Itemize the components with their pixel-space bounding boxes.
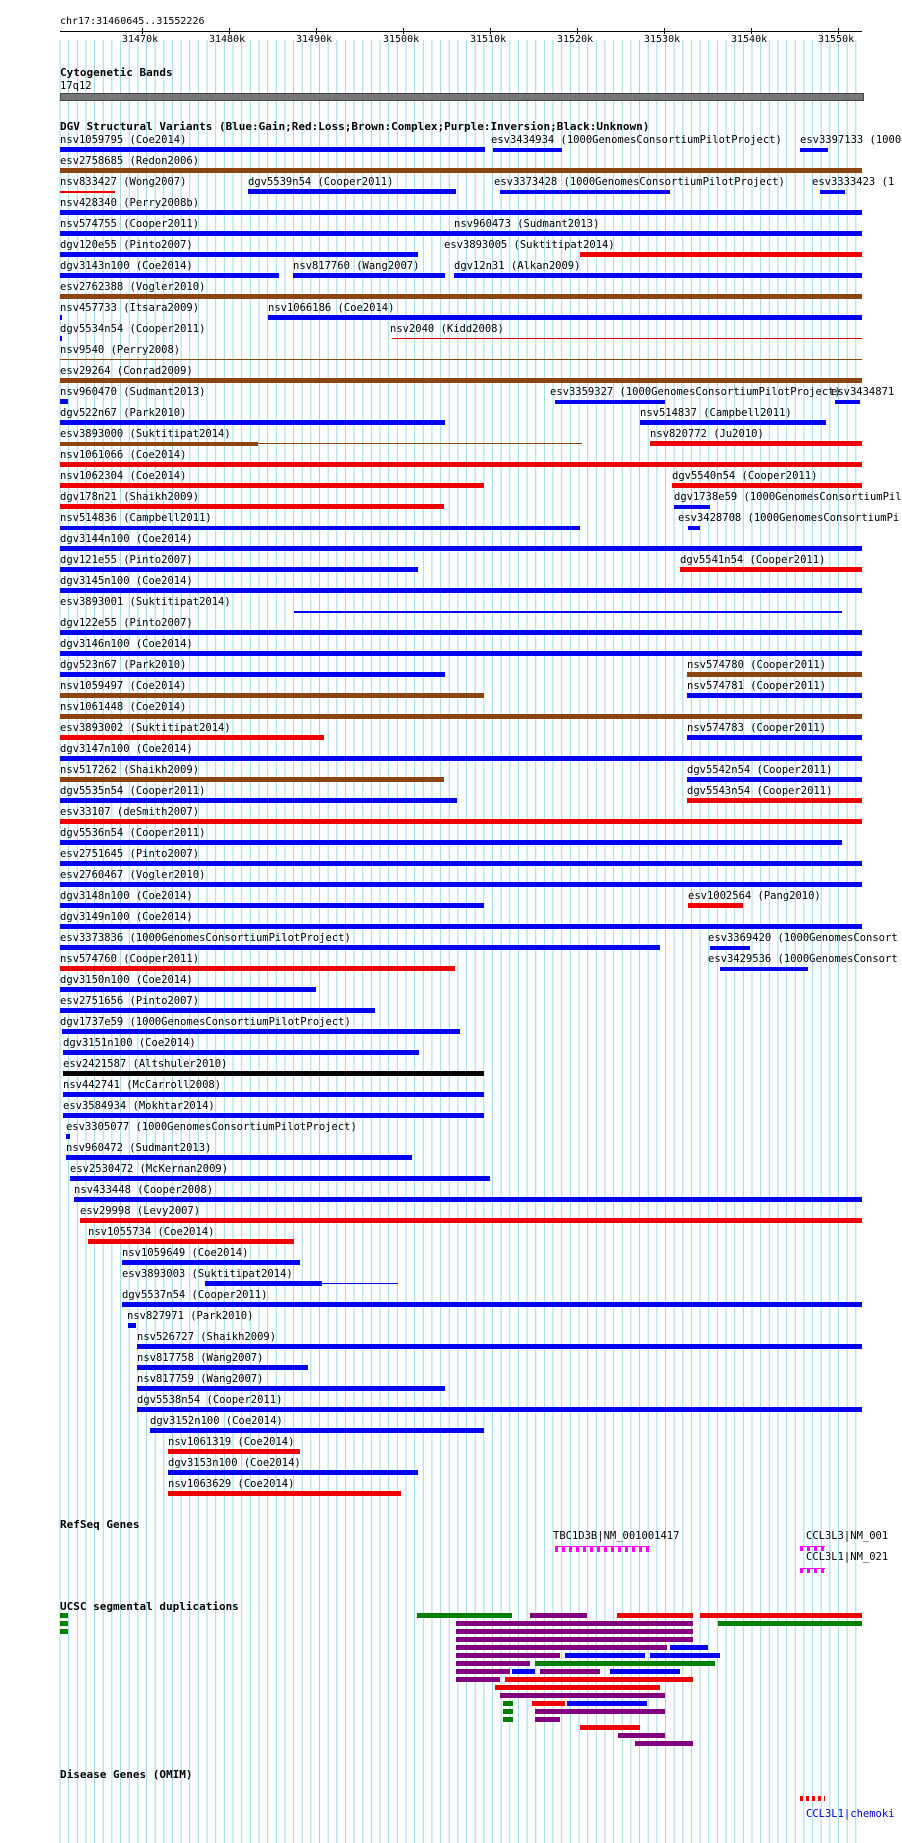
omim-label[interactable]: CCL3L1|chemoki [806,1808,895,1820]
variant-bar[interactable] [137,1344,862,1349]
variant-label[interactable]: nsv574783 (Cooper2011) [687,722,827,734]
variant-label[interactable]: nsv574780 (Cooper2011) [687,659,827,671]
variant-bar[interactable] [60,420,445,425]
variant-bar[interactable] [60,168,862,173]
variant-label[interactable]: esv3428708 (1000GenomesConsortiumPi [678,512,900,524]
variant-label[interactable]: esv29998 (Levy2007) [80,1205,201,1217]
variant-bar[interactable] [66,1155,412,1160]
segdup-block[interactable] [512,1669,535,1674]
variant-bar[interactable] [60,987,316,992]
variant-label[interactable]: dgv3146n100 (Coe2014) [60,638,193,650]
variant-bar[interactable] [60,924,862,929]
variant-range-line [258,443,582,444]
variant-label[interactable]: esv3333423 (1 [812,176,895,188]
segdup-block[interactable] [535,1709,665,1714]
variant-label[interactable]: nsv1063629 (Coe2014) [168,1478,295,1490]
ruler-tick-mark [838,28,839,34]
segdup-block[interactable] [60,1613,68,1618]
segdup-block[interactable] [456,1653,560,1658]
ruler-tick-mark [229,28,230,34]
variant-bar[interactable] [60,840,842,845]
variant-bar[interactable] [60,735,324,740]
omim-gene-model[interactable] [800,1796,825,1801]
variant-bar[interactable] [650,441,862,446]
segdup-block[interactable] [495,1685,660,1690]
variant-label[interactable]: nsv428340 (Perry2008b) [60,197,200,209]
track-title-cytoband: Cytogenetic Bands [60,66,173,79]
variant-label[interactable]: esv3359327 (1000GenomesConsortiumPilotProject) [550,386,841,398]
variant-label[interactable]: dgv3144n100 (Coe2014) [60,533,193,545]
variant-bar[interactable] [60,567,418,572]
variant-bar[interactable] [122,1260,300,1265]
variant-label[interactable]: nsv574760 (Cooper2011) [60,953,200,965]
variant-bar[interactable] [137,1365,308,1370]
ruler-tick-label: 31530k [644,34,681,45]
variant-bar[interactable] [60,462,862,467]
variant-bar[interactable] [60,714,862,719]
ruler-tick-mark [403,28,404,34]
variant-label[interactable]: dgv5537n54 (Cooper2011) [122,1289,268,1301]
variant-label[interactable]: esv3369420 (1000GenomesConsort [708,932,898,944]
gene-label[interactable]: TBC1D3B|NM_001001417 [553,1530,680,1542]
segdup-block[interactable] [456,1645,667,1650]
variant-bar[interactable] [268,315,862,320]
variant-bar[interactable] [60,945,660,950]
segdup-block[interactable] [635,1741,693,1746]
segdup-block[interactable] [580,1725,640,1730]
variant-label[interactable]: nsv960470 (Sudmant2013) [60,386,206,398]
segdup-block[interactable] [565,1653,645,1658]
ruler-tick-label: 31480k [209,34,246,45]
segdup-block[interactable] [617,1613,693,1618]
variant-bar[interactable] [60,651,862,656]
variant-bar[interactable] [60,819,862,824]
variant-bar[interactable] [60,378,862,383]
cytoband-label: 17q12 [60,80,92,92]
variant-label[interactable]: nsv442741 (McCarroll2008) [63,1079,222,1091]
variant-label[interactable]: esv3893002 (Suktitipat2014) [60,722,231,734]
track-title-segdup: UCSC segmental duplications [60,1600,239,1613]
variant-label[interactable]: nsv1059795 (Coe2014) [60,134,187,146]
variant-bar[interactable] [60,630,862,635]
variant-bar[interactable] [60,966,455,971]
variant-label[interactable]: esv3397133 (1000 [800,134,902,146]
variant-range-line [300,1283,398,1284]
variant-bar[interactable] [168,1491,401,1496]
ruler-tick-mark [490,28,491,34]
variant-label[interactable]: esv2751656 (Pinto2007) [60,995,200,1007]
variant-label[interactable]: dgv522n67 (Park2010) [60,407,187,419]
segdup-block[interactable] [535,1717,560,1722]
gene-model[interactable] [800,1546,825,1551]
variant-label[interactable]: nsv960473 (Sudmant2013) [454,218,600,230]
variant-label[interactable]: dgv122e55 (Pinto2007) [60,617,193,629]
variant-bar[interactable] [493,148,562,152]
segdup-block[interactable] [700,1613,862,1618]
variant-label[interactable]: dgv5540n54 (Cooper2011) [672,470,818,482]
variant-label[interactable]: esv3893001 (Suktitipat2014) [60,596,231,608]
ruler-tick-mark [751,28,752,34]
variant-bar[interactable] [454,273,862,278]
variant-bar[interactable] [74,1197,862,1202]
variant-label[interactable]: dgv3153n100 (Coe2014) [168,1457,301,1469]
ruler-tick-mark [142,28,143,34]
variant-bar[interactable] [60,861,862,866]
variant-label[interactable]: dgv523n67 (Park2010) [60,659,187,671]
variant-label[interactable]: esv3429536 (1000GenomesConsort [708,953,898,965]
segdup-block[interactable] [60,1629,68,1634]
gene-model[interactable] [800,1568,825,1573]
segdup-block[interactable] [60,1621,68,1626]
variant-bar[interactable] [60,756,862,761]
variant-bar[interactable] [800,148,828,152]
variant-label[interactable]: nsv833427 (Wong2007) [60,176,187,188]
variant-label[interactable]: dgv1737e59 (1000GenomesConsortiumPilotProject) [60,1016,351,1028]
variant-label[interactable]: nsv574781 (Cooper2011) [687,680,827,692]
segdup-block[interactable] [567,1701,647,1706]
variant-label[interactable]: nsv517262 (Shaikh2009) [60,764,200,776]
cytoband-bar[interactable] [60,93,864,101]
variant-bar[interactable] [137,1407,862,1412]
segdup-block[interactable] [670,1645,708,1650]
variant-bar[interactable] [60,1008,375,1013]
variant-label[interactable]: esv3893005 (Suktitipat2014) [444,239,615,251]
variant-bar[interactable] [687,672,862,677]
variant-label[interactable]: esv3373428 (1000GenomesConsortiumPilotProject) [494,176,785,188]
variant-bar[interactable] [70,1176,490,1181]
variant-label[interactable]: esv2530472 (McKernan2009) [70,1163,229,1175]
segdup-block[interactable] [610,1669,680,1674]
variant-label[interactable]: esv2758685 (Redon2006) [60,155,200,167]
variant-label[interactable]: dgv5541n54 (Cooper2011) [680,554,826,566]
variant-bar[interactable] [60,273,279,278]
variant-bar[interactable] [60,693,484,698]
variant-bar[interactable] [168,1449,300,1454]
segdup-block[interactable] [456,1621,693,1626]
variant-label[interactable]: nsv1055734 (Coe2014) [88,1226,215,1238]
variant-bar[interactable] [60,336,62,341]
segdup-block[interactable] [718,1621,862,1626]
variant-bar[interactable] [60,672,445,677]
ruler-tick-label: 31470k [122,34,159,45]
variant-bar[interactable] [88,1239,294,1244]
variant-label[interactable]: nsv1059649 (Coe2014) [122,1247,249,1259]
variant-label[interactable]: nsv574755 (Cooper2011) [60,218,200,230]
variant-bar[interactable] [150,1428,484,1433]
variant-bar[interactable] [60,798,457,803]
variant-label[interactable]: esv1002564 (Pang2010) [688,890,821,902]
variant-bar[interactable] [294,611,842,613]
variant-bar[interactable] [688,903,743,908]
variant-label[interactable]: esv2751645 (Pinto2007) [60,848,200,860]
segdup-block[interactable] [456,1629,693,1634]
variant-bar[interactable] [680,567,862,572]
segdup-block[interactable] [535,1661,715,1666]
variant-label[interactable]: dgv5543n54 (Cooper2011) [687,785,833,797]
variant-label[interactable]: nsv1066186 (Coe2014) [268,302,395,314]
variant-label[interactable]: nsv817759 (Wang2007) [137,1373,264,1385]
variant-bar[interactable] [835,400,860,404]
variant-label[interactable]: dgv5534n54 (Cooper2011) [60,323,206,335]
variant-label[interactable]: esv2421587 (Altshuler2010) [63,1058,228,1070]
variant-label[interactable]: nsv526727 (Shaikh2009) [137,1331,277,1343]
variant-bar[interactable] [392,338,862,339]
variant-bar[interactable] [60,588,862,593]
segdup-block[interactable] [650,1653,720,1658]
variant-bar[interactable] [62,1029,460,1034]
variant-label[interactable]: nsv433448 (Cooper2008) [74,1184,214,1196]
variant-bar[interactable] [820,190,845,194]
variant-bar[interactable] [60,252,418,257]
segdup-block[interactable] [456,1669,510,1674]
locus-label: chr17:31460645..31552226 [60,16,205,27]
segdup-block[interactable] [540,1669,600,1674]
variant-label[interactable]: dgv5542n54 (Cooper2011) [687,764,833,776]
variant-bar[interactable] [60,526,580,530]
ruler-tick-mark [664,28,665,34]
variant-label[interactable]: dgv3149n100 (Coe2014) [60,911,193,923]
gene-label[interactable]: CCL3L3|NM_001 [806,1530,889,1542]
segdup-block[interactable] [530,1613,587,1618]
variant-bar[interactable] [60,442,258,446]
variant-bar[interactable] [63,1113,484,1118]
variant-label[interactable]: dgv3147n100 (Coe2014) [60,743,193,755]
track-title-refseq: RefSeq Genes [60,1518,140,1531]
ruler-tick-label: 31550k [818,34,855,45]
variant-bar[interactable] [687,798,862,803]
variant-label[interactable]: nsv514836 (Campbell2011) [60,512,212,524]
segdup-block[interactable] [500,1693,665,1698]
variant-label[interactable]: nsv960472 (Sudmant2013) [66,1142,212,1154]
variant-label[interactable]: dgv3152n100 (Coe2014) [150,1415,283,1427]
segdup-block[interactable] [503,1717,513,1722]
gene-label[interactable]: CCL3L1|NM_021 [806,1551,889,1563]
track-title-omim: Disease Genes (OMIM) [60,1768,193,1781]
variant-label[interactable]: esv33107 (deSmith2007) [60,806,200,818]
segdup-block[interactable] [505,1677,693,1682]
variant-label[interactable]: dgv5536n54 (Cooper2011) [60,827,206,839]
variant-label[interactable]: esv2760467 (Vogler2010) [60,869,206,881]
variant-label[interactable]: dgv3151n100 (Coe2014) [63,1037,196,1049]
variant-label[interactable]: dgv120e55 (Pinto2007) [60,239,193,251]
variant-bar[interactable] [60,294,862,299]
track-title-dgv: DGV Structural Variants (Blue:Gain;Red:Loss;Brown:Complex;Purple:Inversion;Black:Unknown) [60,120,650,133]
variant-label[interactable]: dgv178n21 (Shaikh2009) [60,491,200,503]
segdup-block[interactable] [456,1637,693,1642]
variant-label[interactable]: dgv1738e59 (1000GenomesConsortiumPil [674,491,902,503]
variant-bar[interactable] [60,903,484,908]
variant-bar[interactable] [137,1386,445,1391]
variant-label[interactable]: dgv121e55 (Pinto2007) [60,554,193,566]
variant-bar[interactable] [60,147,485,152]
segdup-block[interactable] [456,1661,530,1666]
variant-bar[interactable] [66,1134,70,1139]
segdup-block[interactable] [503,1709,513,1714]
ruler-tick-label: 31500k [383,34,420,45]
variant-label[interactable]: esv3584934 (Mokhtar2014) [63,1100,215,1112]
variant-bar[interactable] [168,1470,418,1475]
variant-label[interactable]: nsv820772 (Ju2010) [650,428,764,440]
variant-label[interactable]: dgv3145n100 (Coe2014) [60,575,193,587]
variant-label[interactable]: dgv3148n100 (Coe2014) [60,890,193,902]
variant-bar[interactable] [60,399,68,404]
variant-bar[interactable] [687,693,862,698]
ruler-tick-mark [316,28,317,34]
variant-bar[interactable] [555,400,665,404]
gene-model[interactable] [555,1546,650,1552]
variant-label[interactable]: nsv1059497 (Coe2014) [60,680,187,692]
variant-label[interactable]: nsv9540 (Perry2008) [60,344,181,356]
variant-bar[interactable] [248,189,456,194]
variant-bar[interactable] [60,315,62,320]
variant-label[interactable]: nsv2040 (Kidd2008) [390,323,504,335]
variant-bar[interactable] [63,1071,484,1076]
variant-bar[interactable] [60,546,862,551]
ruler-line [60,31,862,32]
variant-bar[interactable] [60,504,444,509]
variant-label[interactable]: esv3373836 (1000GenomesConsortiumPilotProject) [60,932,351,944]
variant-bar[interactable] [672,483,862,488]
variant-label[interactable]: nsv1061319 (Coe2014) [168,1436,295,1448]
variant-bar[interactable] [63,1050,419,1055]
variant-label[interactable]: nsv514837 (Campbell2011) [640,407,792,419]
variant-label[interactable]: esv2762388 (Vogler2010) [60,281,206,293]
variant-bar[interactable] [688,526,700,530]
ruler-tick-label: 31490k [296,34,333,45]
variant-bar[interactable] [674,505,710,509]
variant-bar[interactable] [60,882,862,887]
segdup-block[interactable] [503,1701,513,1706]
variant-label[interactable]: esv3434871 [831,386,895,398]
variant-bar[interactable] [60,483,484,488]
variant-bar[interactable] [63,1092,484,1097]
variant-bar[interactable] [128,1323,136,1328]
variant-bar[interactable] [60,777,444,782]
variant-label[interactable]: nsv1061448 (Coe2014) [60,701,187,713]
variant-label[interactable]: esv29264 (Conrad2009) [60,365,193,377]
variant-bar[interactable] [500,190,670,194]
variant-label[interactable]: esv3893003 (Suktitipat2014) [122,1268,293,1280]
ruler-tick-mark [577,28,578,34]
segdup-block[interactable] [532,1701,565,1706]
variant-label[interactable]: dgv5535n54 (Cooper2011) [60,785,206,797]
variant-bar[interactable] [80,1218,862,1223]
segdup-block[interactable] [456,1677,500,1682]
variant-bar[interactable] [720,967,808,971]
variant-bar[interactable] [60,210,862,215]
variant-bar[interactable] [687,777,862,782]
variant-bar[interactable] [60,359,862,360]
variant-label[interactable]: esv3305077 (1000GenomesConsortiumPilotProject) [66,1121,357,1133]
variant-bar[interactable] [60,191,115,193]
variant-label[interactable]: esv3434934 (1000GenomesConsortiumPilotProject) [491,134,782,146]
variant-bar[interactable] [640,420,826,425]
variant-label[interactable]: esv3893000 (Suktitipat2014) [60,428,231,440]
variant-label[interactable]: dgv5538n54 (Cooper2011) [137,1394,283,1406]
ruler-tick-label: 31510k [470,34,507,45]
variant-label[interactable]: dgv3150n100 (Coe2014) [60,974,193,986]
variant-bar[interactable] [687,735,862,740]
variant-label[interactable]: dgv3143n100 (Coe2014) [60,260,193,272]
variant-bar[interactable] [454,231,862,236]
variant-label[interactable]: nsv457733 (Itsara2009) [60,302,200,314]
variant-label[interactable]: nsv817760 (Wang2007) [293,260,420,272]
variant-label[interactable]: dgv12n31 (Alkan2009) [454,260,581,272]
variant-label[interactable]: dgv5539n54 (Cooper2011) [248,176,394,188]
variant-label[interactable]: nsv827971 (Park2010) [127,1310,254,1322]
ruler-tick-label: 31520k [557,34,594,45]
variant-label[interactable]: nsv817758 (Wang2007) [137,1352,264,1364]
variant-bar[interactable] [122,1302,862,1307]
variant-bar[interactable] [293,273,445,278]
ruler-tick-label: 31540k [731,34,768,45]
variant-bar[interactable] [580,252,862,257]
variant-label[interactable]: nsv1061066 (Coe2014) [60,449,187,461]
variant-label[interactable]: nsv1062304 (Coe2014) [60,470,187,482]
segdup-block[interactable] [618,1733,665,1738]
variant-bar[interactable] [710,946,750,950]
segdup-block[interactable] [417,1613,512,1618]
